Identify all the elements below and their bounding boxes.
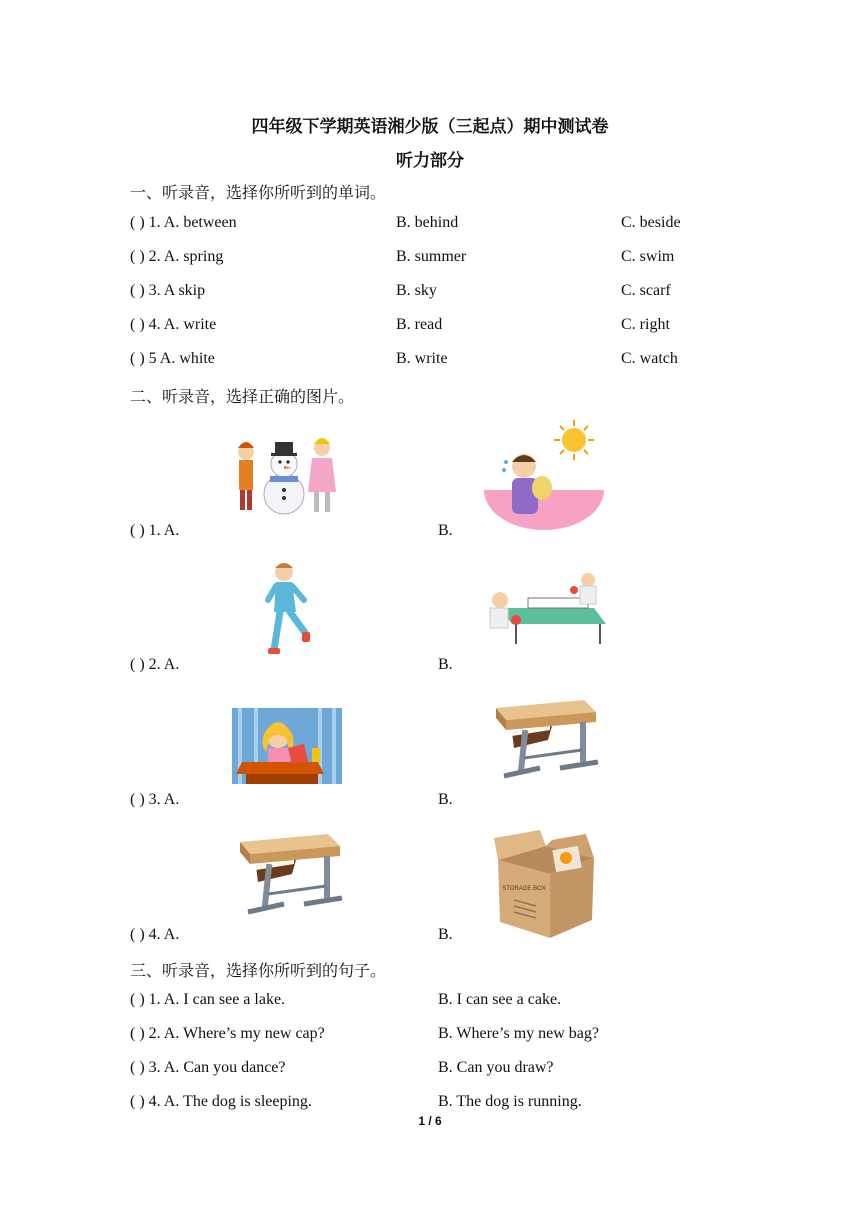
box-label: STORAGE BOX — [502, 886, 546, 892]
desk-picture — [490, 696, 602, 788]
item-c: C. swim — [621, 248, 675, 265]
list-item — [130, 926, 750, 948]
list-item — [130, 522, 750, 544]
section1-heading: 一、听录音，选择你所听到的单词。 — [130, 185, 387, 202]
list-item — [130, 350, 750, 372]
item-a: ( ) 2. A. — [130, 656, 180, 673]
list-item — [130, 1059, 750, 1081]
list-item — [130, 656, 750, 678]
item-b: B. I can see a cake. — [438, 991, 562, 1008]
item-b: B. — [438, 656, 453, 673]
item-b: B. — [438, 926, 453, 943]
item-a: ( ) 3. A skip — [130, 282, 206, 299]
page-number: 1 / 6 — [418, 1114, 442, 1128]
item-a: ( ) 2. A. Where’s my new cap? — [130, 1025, 325, 1042]
item-c: C. scarf — [621, 282, 671, 299]
item-a: ( ) 4. A. write — [130, 316, 217, 333]
item-b: B. — [438, 791, 453, 808]
item-c: C. watch — [621, 350, 678, 367]
item-b: B. Where’s my new bag? — [438, 1025, 599, 1042]
list-item — [130, 1025, 750, 1047]
item-b: B. summer — [396, 248, 467, 265]
boy-sun-picture — [484, 418, 604, 530]
item-a: ( ) 4. A. The dog is sleeping. — [130, 1093, 312, 1110]
boy-running-picture — [262, 560, 314, 658]
item-a: ( ) 3. A. — [130, 791, 180, 808]
list-item — [130, 282, 750, 304]
item-a: ( ) 1. A. I can see a lake. — [130, 991, 286, 1008]
ping-pong-picture — [476, 568, 612, 648]
list-item — [130, 1093, 750, 1115]
item-a: ( ) 1. A. between — [130, 214, 237, 231]
desk-picture — [234, 830, 346, 924]
list-item — [130, 248, 750, 270]
snowman-picture — [232, 428, 344, 520]
storage-box-picture — [494, 826, 596, 940]
list-item — [130, 316, 750, 338]
item-c: C. beside — [621, 214, 681, 231]
item-b: B. read — [396, 316, 443, 333]
item-b: B. behind — [396, 214, 459, 231]
list-item — [130, 791, 750, 813]
page-title: 四年级下学期英语湘少版（三起点）期中测试卷 — [251, 117, 609, 136]
section3-heading: 三、听录音，选择你所听到的句子。 — [130, 963, 387, 980]
item-b: B. Can you draw? — [438, 1059, 554, 1076]
item-a: ( ) 2. A. spring — [130, 248, 224, 265]
section2-heading: 二、听录音，选择正确的图片。 — [130, 389, 355, 406]
list-item — [130, 991, 750, 1013]
item-b: B. The dog is running. — [438, 1093, 582, 1110]
item-a: ( ) 3. A. Can you dance? — [130, 1059, 286, 1076]
item-b: B. sky — [396, 282, 437, 299]
item-a: ( ) 4. A. — [130, 926, 180, 943]
item-a: ( ) 1. A. — [130, 522, 180, 539]
item-b: B. — [438, 522, 453, 539]
item-b: B. write — [396, 350, 448, 367]
item-a: ( ) 5 A. white — [130, 350, 215, 367]
list-item — [130, 214, 750, 236]
page-subtitle: 听力部分 — [396, 151, 464, 170]
girl-reading-picture — [232, 708, 342, 784]
item-c: C. right — [621, 316, 670, 333]
